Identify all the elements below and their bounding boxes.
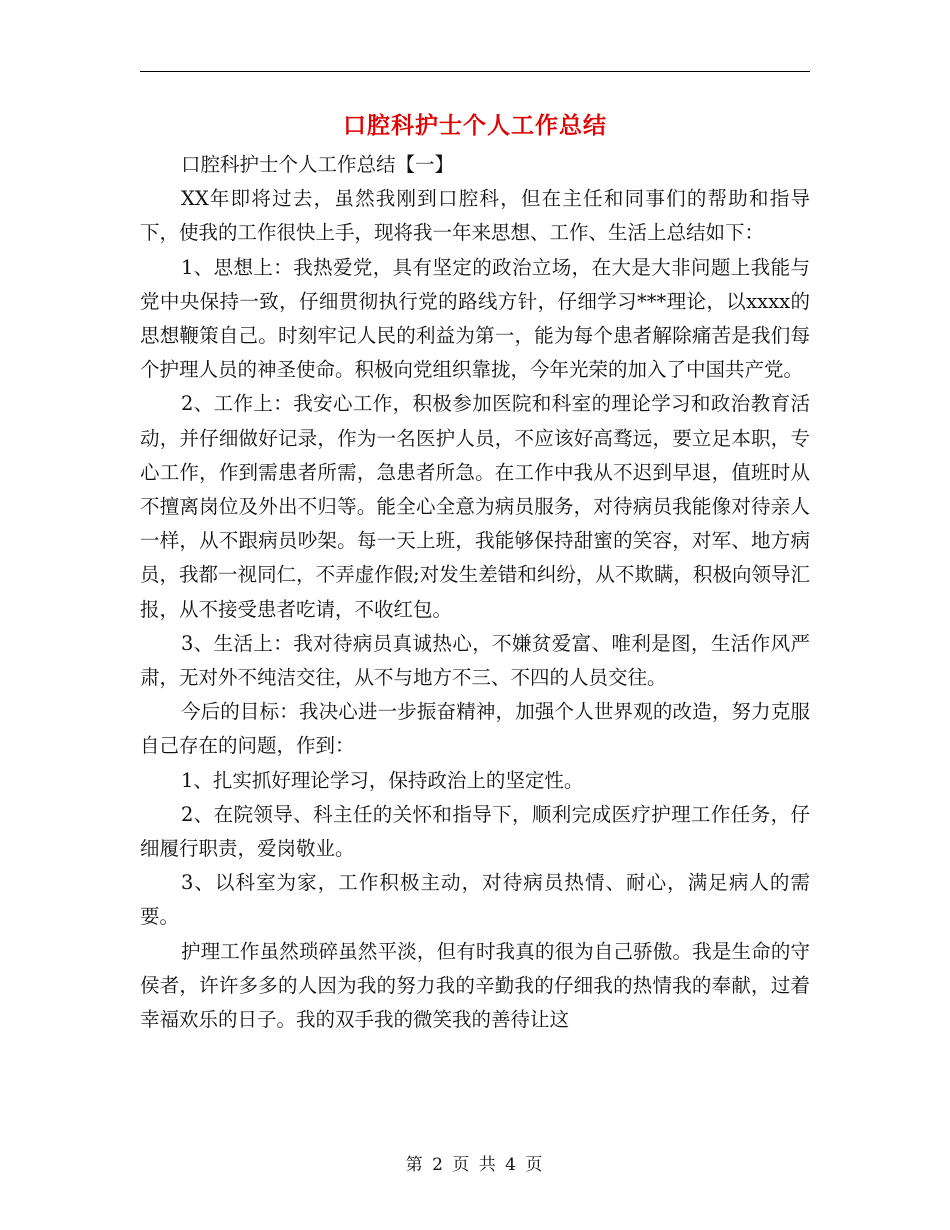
paragraph-thought: 1、思想上：我热爱党，具有坚定的政治立场，在大是大非问题上我能与党中央保持一致，仔细贯彻执行党的路线方针，仔细学习***理论，以xxxx的思想鞭策自己。时刻牢记人民的利益为第一，能为每个患者解除痛苦是我们每个护理人员的神圣使命。积极向党组织靠拢，今年光荣的加入了中国共产党。: [140, 255, 810, 382]
paragraph-closing: 护理工作虽然琐碎虽然平淡，但有时我真的很为自己骄傲。我是生命的守侯者，许许多多的人因为我的努力我的辛勤我的仔细我的热情我的奉献，过着幸福欢乐的日子。我的双手我的微笑我的善待让这: [140, 939, 810, 1032]
document-body: [140, 148, 810, 1037]
document-title: 口腔科护士个人工作总结: [343, 112, 607, 139]
paragraph-life: 3、生活上：我对待病员真诚热心，不嫌贫爱富、唯利是图，生活作风严肃，无对外不纯洁交往，从不与地方不三、不四的人员交往。: [140, 631, 810, 690]
paragraph-work: 2、工作上：我安心工作，积极参加医院和科室的理论学习和政治教育活动，并仔细做好记录，作为一名医护人员，不应该好高骛远，要立足本职，专心工作，作到需患者所需，急患者所急。在工作中我从不迟到早退，值班时从不擅离岗位及外出不归等。能全心全意为病员服务，对待病员我能像对待亲人一样，从不跟病员吵架。每一天上班，我能够保持甜蜜的笑容，对军、地方病员，我都一视同仁，不弄虚作假;对发生差错和纠纷，从不欺瞒，积极向领导汇报，从不接受患者吃请，不收红包。: [140, 392, 810, 621]
goal-item-2: 2、在院领导、科主任的关怀和指导下，顺利完成医疗护理工作任务，仔细履行职责，爱岗敬业。: [140, 802, 810, 861]
header-rule: [140, 71, 810, 72]
goal-item-3: 3、以科室为家，工作积极主动，对待病员热情、耐心，满足病人的需要。: [140, 871, 810, 929]
paragraph-goals: 今后的目标：我决心进一步振奋精神，加强个人世界观的改造，努力克服自己存在的问题，作到：: [140, 700, 810, 758]
page-footer: 第 2 页 共 4 页: [405, 1155, 545, 1175]
section-heading: 口腔科护士个人工作总结【一】: [180, 153, 454, 176]
paragraph-intro: XX年即将过去，虽然我刚到口腔科，但在主任和同事们的帮助和指导下，使我的工作很快上手，现将我一年来思想、工作、生活上总结如下：: [140, 187, 810, 245]
goal-item-1: 1、扎实抓好理论学习，保持政治上的坚定性。: [180, 768, 584, 792]
